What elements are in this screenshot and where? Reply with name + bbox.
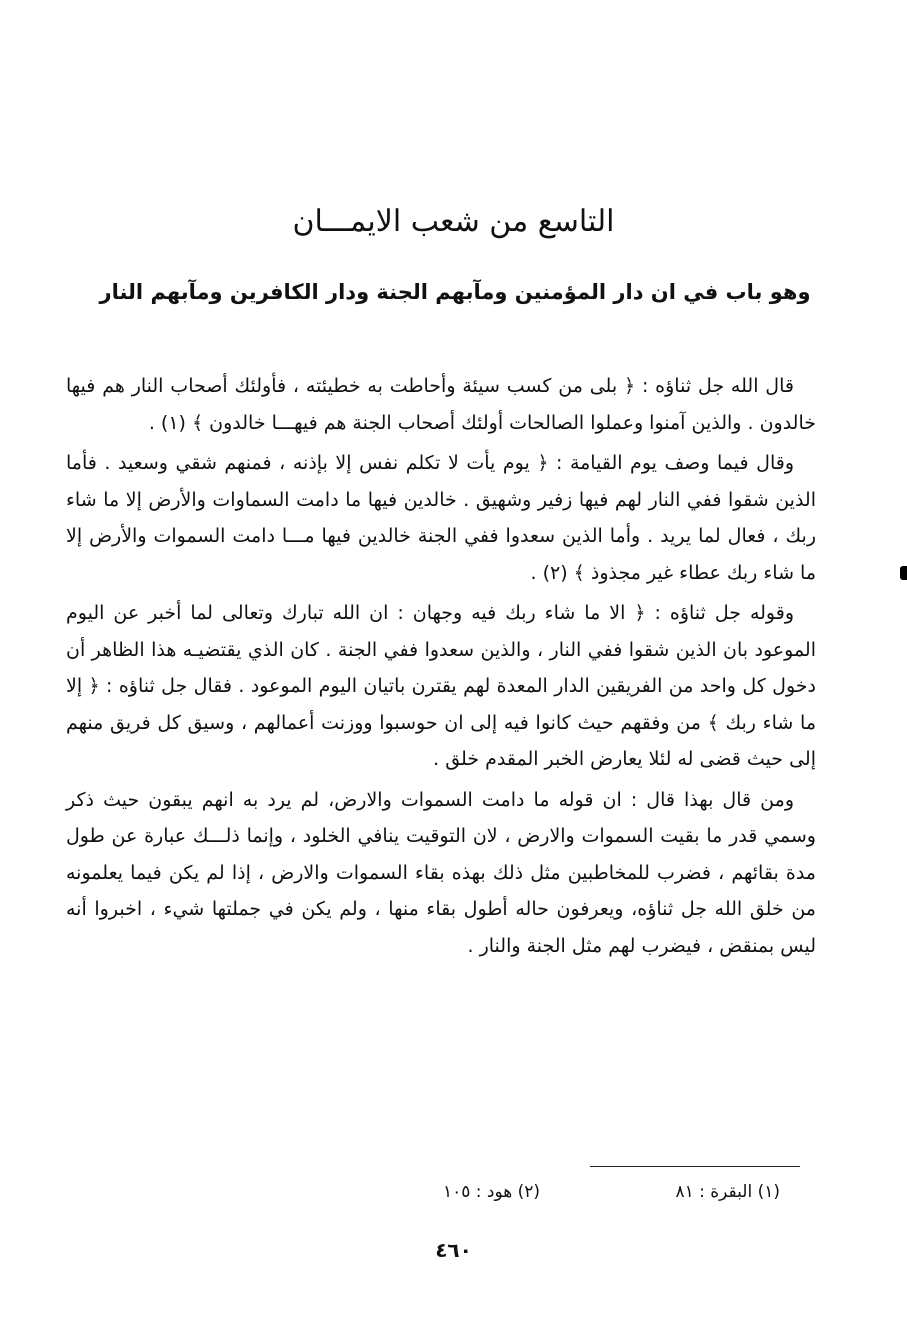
paragraph-1: قال الله جل ثناؤه : ﴿ بلى من كسب سيئة وأحاطت به خطيئته ، فأولئك أصحاب النار هم فيها خالدون . والذين آمنوا وعملوا الصالحات أولئك أصحاب الجنة هم فيهـــا خالدون ﴾ (١) .	[66, 375, 816, 434]
margin-ink-mark	[900, 566, 907, 580]
paragraph-3: وقوله جل ثناؤه : ﴿ الا ما شاء ربك فيه وجهان : ان الله تبارك وتعالى لما أخبر عن اليوم الموعود بان الذين شقوا ففي النار ، والذين سعدوا ففي الجنة . كان الذي يقتضيـه هذا الظاهر أن دخول كل واحد من الفريقين الدار المعدة لهم يقترن باتيان اليوم الموعود . فقال جل ثناؤه : ﴿ إلا ما شاء ربك ﴾ من وفقهم حيث كانوا فيه إلى ان حوسبوا ووزنت أعمالهم ، وسيق كل فريق منهم إلى حيث قضى له لئلا يعارض الخبر المقدم خلق .	[66, 602, 816, 770]
body-text	[66, 368, 816, 968]
chapter-title: التاسع من شعب الايمـــان	[292, 204, 615, 239]
footnote-2: (٢) هود : ١٠٥	[442, 1182, 541, 1202]
paragraph-2: وقال فيما وصف يوم القيامة : ﴿ يوم يأت لا تكلم نفس إلا بإذنه ، فمنهم شقي وسعيد . فأما الذين شقوا ففي النار لهم فيها زفير وشهيق . خالدين فيها ما دامت السماوات والأرض إلا ما شاء ربك ، فعال لما يريد . وأما الذين سعدوا ففي الجنة خالدين فيها مـــا دامت السموات والأرض إلا ما شاء ربك عطاء غير مجذوذ ﴾ (٢) .	[66, 452, 816, 584]
footnote-1: (١) البقرة : ٨١	[675, 1182, 780, 1202]
footnotes	[380, 1182, 780, 1202]
paragraph-4: ومن قال بهذا قال : ان قوله ما دامت السموات والارض، لم يرد به انهم يبقون حيث ذكر وسمي قدر ما بقيت السموات والارض ، لان التوقيت ينافي الخلود ، وإنما ذلـــك عبارة عن طول مدة بقائهم ، فضرب للمخاطبين مثل ذلك بهذه بقاء السموات والارض ، إذا لم يكن فيما يعلمونه من خلق الله جل ثناؤه، ويعرفون حاله أطول بقاء منها ، ولم يكن في جملتها شيء ، اخبروا أنه ليس بمنقض ، فيضرب لهم مثل الجنة والنار .	[66, 788, 816, 957]
footnote-divider	[590, 1166, 800, 1167]
page-number: ٤٦٠	[435, 1238, 472, 1262]
chapter-subtitle: وهو باب في ان دار المؤمنين ومآبهم الجنة ودار الكافرين ومآبهم النار	[99, 280, 811, 304]
